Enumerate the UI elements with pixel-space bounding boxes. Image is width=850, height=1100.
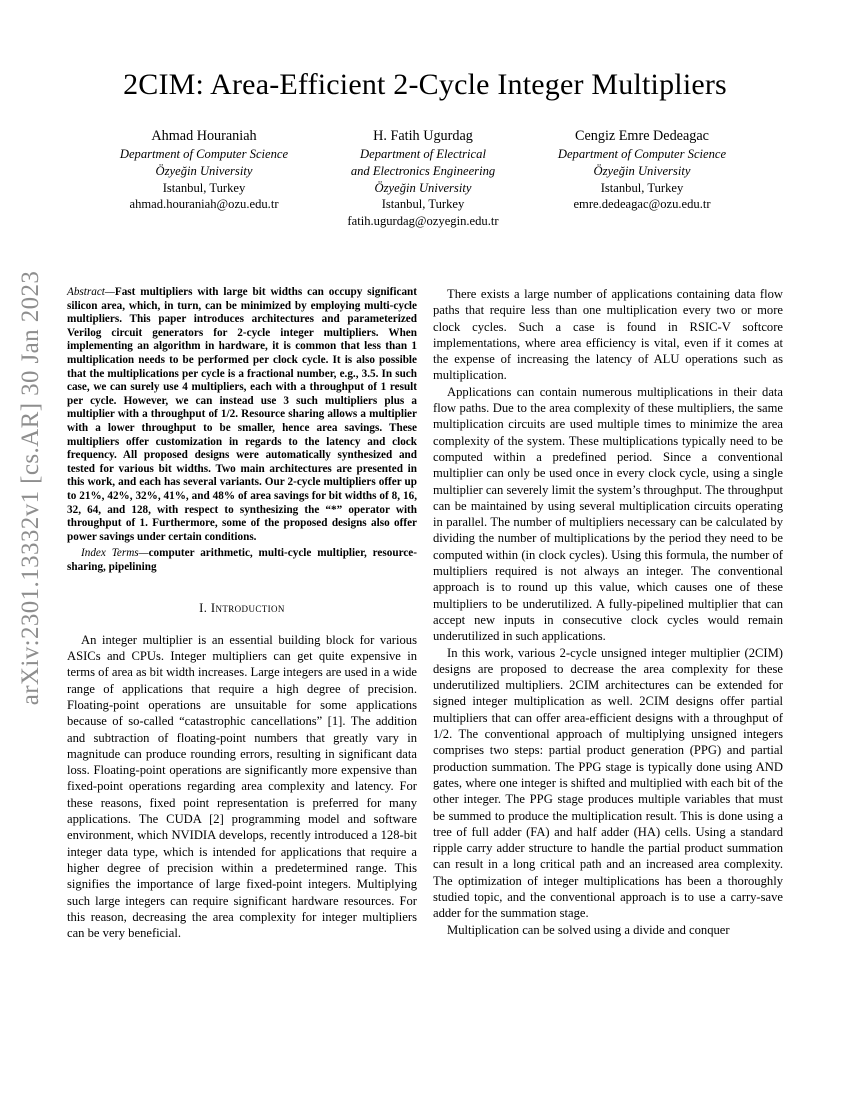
author-location: Istanbul, Turkey [381,197,465,212]
author-block-2 [305,127,541,230]
author-location: Istanbul, Turkey [600,180,684,195]
index-terms [67,547,417,574]
body-paragraph: Applications can contain numerous multiplications in their data flow paths. Due to the area complexity of these multipliers, the same multiplication circuits are used multiple times to minimize the area complexity of the system. These multiplications typically need to be computed within a predefined period. Since a conventional multiplier can only be used once in every clock cycle, using a single multiplier can severely limit the system’s throughput. The throughput can be maintained by using several multiplication circuits operating in parallel. The number of multipliers necessary can be calculated by dividing the number of multiplications by the period they need to be computed within (in clock cycles). Using this formula, the number of multipliers required is not always an integer. The conventional approach is to round up this value, which causes one of these multipliers to be underutilized. A fully-pipelined multiplier that can accept new inputs in consecutive clock cycles would remain underutilized in such applications. [433,384,783,644]
section-heading-introduction: I. Introduction [199,601,285,616]
body-paragraph: In this work, various 2-cycle unsigned integer multiplier (2CIM) designs are proposed to decrease the area complexity for these underutilized multipliers. 2CIM architectures can be extended for signed integer multiplication as well. 2CIM designs offer partial multipliers that can offer area-efficient designs with a throughput of 1/2. The conventional approach of multiplying unsigned integers comprises two steps: partial product generation (PPG) and partial production summation. The PPG stage is typically done using AND gates, where one integer is shifted and multiplied with each bit of the other integer. The PPG stage produces multiple variables that must be summed to produce the multiplication result. This is done using a tree of full adder (FA) and half adder (HA) cells. Using a standard ripple carry adder structure to handle the partial product summation can result in a long critical path and an increased area complexity. The optimization of integer multiplications has been a thoroughly studied topic, and the conventional approach is to use a carry-save adder for the summation stage. [433,645,783,921]
arxiv-identifier [0,270,62,706]
author-department: Department of Electrical [360,147,486,161]
author-department-line2: and Electronics Engineering [350,163,496,178]
author-name: H. Fatih Ugurdag [373,128,473,144]
body-paragraph: Multiplication can be solved using a divide and conquer [447,922,730,937]
body-paragraph: There exists a large number of applications containing data flow paths that require less than one multiplication every two or more clock cycles. Such a case is found in RSIC-V softcore implementations, where area efficiency is vital, even if it comes at the expense of increasing the latency of ALU operations such as multiplication. [433,287,783,383]
paper-title: 2CIM: Area-Efficient 2-Cycle Integer Multipliers [123,68,727,101]
author-email: fatih.ugurdag@ozyegin.edu.tr [347,214,499,229]
abstract-label: Abstract— [67,286,115,298]
author-email: ahmad.houraniah@ozu.edu.tr [129,197,279,212]
author-email: emre.dedeagac@ozu.edu.tr [573,197,711,212]
author-block-1 [86,127,322,213]
author-location: Istanbul, Turkey [162,180,246,195]
index-terms-text: computer arithmetic, multi-cycle multiplier, resource-sharing, pipelining [67,547,417,573]
intro-paragraph: An integer multiplier is an essential building block for various ASICs and CPUs. Integer multipliers can get quite expensive in terms of area as bit width increases. Large integers are used in a wide range of applications that require a high degree of precision. Floating-point operations are unsuitable for some applications because of so-called “catastrophic cancellations” [1]. The addition and subtraction of floating-point numbers that greatly vary in magnitude can produce rounding errors, resulting in significant data loss. Floating-point operations are significantly more expensive than fixed-point operations regarding area complexity and latency. For these reasons, fixed point representation is preferred for many applications. The CUDA [2] programming model and software environment, which NVIDIA develops, recently introduced a 128-bit integer data type, which is intended for applications that require a higher degree of precision within a predetermined range. This signifies the importance of large fixed-point integers. Multiplying such large integers can require significant hardware resources. For this reason, decreasing the area complexity for integer multipliers can be very beneficial. [67,632,417,941]
author-university: Özyeğin University [374,180,472,195]
index-terms-label: Index Terms— [81,547,149,560]
author-name: Cengiz Emre Dedeagac [575,128,709,144]
left-column [67,286,417,941]
arxiv-identifier-text: arXiv:2301.13332v1 [cs.AR] 30 Jan 2023 [17,270,44,706]
author-department: Department of Computer Science [557,147,727,161]
author-block-3 [524,127,760,213]
author-department: Department of Computer Science [119,147,289,161]
abstract-text: Fast multipliers with large bit widths can occupy significant silicon area, which, in turn, can be minimized by employing multi-cycle multipliers. This paper introduces architectures and parameterized Verilog circuit generators for 2-cycle integer multipliers. When implementing an algorithm in hardware, it is common that less than 1 multiplication needs to be performed per clock cycle. It is also possible that the multiplications per cycle is a fractional number, e.g., 3.5. In such case, we can surely use 4 multipliers, each with a throughput of 1 result per cycle. However, we can instead use 3 such multipliers plus a multiplier with a throughput of 1/2. Resource sharing allows a multiplier with a lower throughput to be smaller, hence area savings. These multipliers offer customization in regards to the latency and clock frequency. All proposed designs were automatically synthesized and tested for various bit widths. Two main architectures are presented in this work, and each has several variants. Our 2-cycle multipliers offer up to 21%, 42%, 32%, 41%, and 48% of area savings for bit widths of 8, 16, 32, 64, and 128, with respect to synthesizing the “*” operator with throughput of 1. Furthermore, some of the proposed designs also offer power savings under certain conditions. [67,286,417,543]
author-name: Ahmad Houraniah [151,128,257,144]
right-column [433,286,783,938]
abstract [67,286,417,544]
author-university: Özyeğin University [593,163,691,178]
author-university: Özyeğin University [155,163,253,178]
